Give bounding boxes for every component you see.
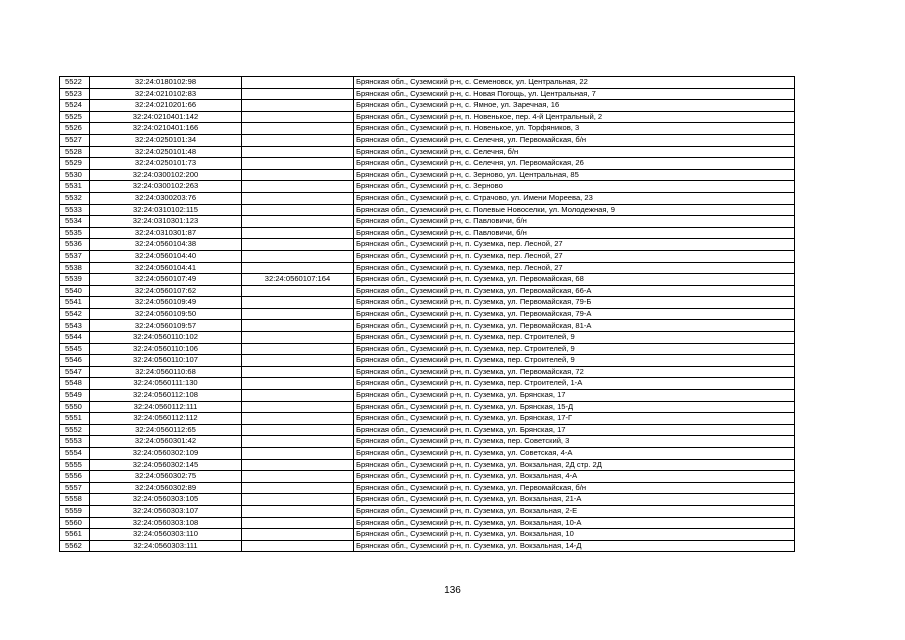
cadastral-number-cell: 32:24:0560104:41: [90, 262, 242, 274]
previous-cadastral-number-cell: [242, 285, 354, 297]
address-cell: Брянская обл., Суземский р-н, п. Суземка, пер. Строителей, 9: [354, 332, 795, 344]
cadastral-number-cell: 32:24:0560107:62: [90, 285, 242, 297]
row-number-cell: 5526: [60, 123, 90, 135]
address-cell: Брянская обл., Суземский р-н, п. Суземка, пер. Строителей, 1-А: [354, 378, 795, 390]
row-number-cell: 5554: [60, 448, 90, 460]
row-number-cell: 5552: [60, 424, 90, 436]
cadastral-number-cell: 32:24:0560110:68: [90, 366, 242, 378]
address-cell: Брянская обл., Суземский р-н, с. Страчово, ул. Имени Мореева, 23: [354, 192, 795, 204]
address-cell: Брянская обл., Суземский р-н, п. Суземка, ул. Первомайская, 79-Б: [354, 297, 795, 309]
address-cell: Брянская обл., Суземский р-н, с. Павловичи, б/н: [354, 216, 795, 228]
row-number-cell: 5535: [60, 227, 90, 239]
previous-cadastral-number-cell: [242, 401, 354, 413]
table-row: [60, 192, 795, 204]
row-number-cell: 5537: [60, 250, 90, 262]
previous-cadastral-number-cell: [242, 250, 354, 262]
previous-cadastral-number-cell: [242, 158, 354, 170]
previous-cadastral-number-cell: [242, 343, 354, 355]
previous-cadastral-number-cell: [242, 308, 354, 320]
previous-cadastral-number-cell: [242, 262, 354, 274]
cadastral-number-cell: 32:24:0560110:106: [90, 343, 242, 355]
cadastral-number-cell: 32:24:0560303:110: [90, 529, 242, 541]
cadastral-number-cell: 32:24:0300102:200: [90, 169, 242, 181]
row-number-cell: 5550: [60, 401, 90, 413]
table-row: [60, 285, 795, 297]
row-number-cell: 5544: [60, 332, 90, 344]
cadastral-number-cell: 32:24:0560111:130: [90, 378, 242, 390]
previous-cadastral-number-cell: [242, 436, 354, 448]
table-row: [60, 227, 795, 239]
table-row: [60, 448, 795, 460]
address-cell: Брянская обл., Суземский р-н, с. Зерново, ул. Центральная, 85: [354, 169, 795, 181]
previous-cadastral-number-cell: [242, 77, 354, 89]
table-row: [60, 134, 795, 146]
previous-cadastral-number-cell: [242, 88, 354, 100]
previous-cadastral-number-cell: [242, 378, 354, 390]
table-row: [60, 250, 795, 262]
row-number-cell: 5549: [60, 390, 90, 402]
address-cell: Брянская обл., Суземский р-н, с. Новая Погощь, ул. Центральная, 7: [354, 88, 795, 100]
row-number-cell: 5555: [60, 459, 90, 471]
table-row: [60, 320, 795, 332]
table-row: [60, 505, 795, 517]
cadastral-number-cell: 32:24:0300203:76: [90, 192, 242, 204]
address-cell: Брянская обл., Суземский р-н, с. Павловичи, б/н: [354, 227, 795, 239]
row-number-cell: 5536: [60, 239, 90, 251]
address-cell: Брянская обл., Суземский р-н, п. Новенькое, ул. Торфяников, 3: [354, 123, 795, 135]
row-number-cell: 5529: [60, 158, 90, 170]
previous-cadastral-number-cell: [242, 413, 354, 425]
row-number-cell: 5522: [60, 77, 90, 89]
address-cell: Брянская обл., Суземский р-н, п. Суземка, ул. Вокзальная, 10: [354, 529, 795, 541]
previous-cadastral-number-cell: [242, 239, 354, 251]
cadastral-number-cell: 32:24:0210102:83: [90, 88, 242, 100]
previous-cadastral-number-cell: [242, 123, 354, 135]
cadastral-number-cell: 32:24:0560112:111: [90, 401, 242, 413]
cadastral-number-cell: 32:24:0310301:123: [90, 216, 242, 228]
row-number-cell: 5559: [60, 505, 90, 517]
row-number-cell: 5538: [60, 262, 90, 274]
table-row: [60, 158, 795, 170]
table-row: [60, 308, 795, 320]
table-row: [60, 459, 795, 471]
cadastral-number-cell: 32:24:0210401:166: [90, 123, 242, 135]
address-cell: Брянская обл., Суземский р-н, п. Суземка, ул. Вокзальная, 2Д стр. 2Д: [354, 459, 795, 471]
cadastral-number-cell: 32:24:0560104:38: [90, 239, 242, 251]
previous-cadastral-number-cell: [242, 459, 354, 471]
cadastral-number-cell: 32:24:0560107:49: [90, 274, 242, 286]
previous-cadastral-number-cell: [242, 355, 354, 367]
row-number-cell: 5532: [60, 192, 90, 204]
cadastral-number-cell: 32:24:0560302:75: [90, 471, 242, 483]
previous-cadastral-number-cell: [242, 482, 354, 494]
table-row: [60, 77, 795, 89]
cadastral-number-cell: 32:24:0560109:50: [90, 308, 242, 320]
table-row: [60, 540, 795, 552]
previous-cadastral-number-cell: [242, 448, 354, 460]
table-row: [60, 239, 795, 251]
row-number-cell: 5531: [60, 181, 90, 193]
table-row: [60, 181, 795, 193]
cadastral-number-cell: 32:24:0560303:107: [90, 505, 242, 517]
previous-cadastral-number-cell: [242, 540, 354, 552]
table-row: [60, 494, 795, 506]
cadastral-number-cell: 32:24:0560110:102: [90, 332, 242, 344]
address-cell: Брянская обл., Суземский р-н, п. Суземка, ул. Брянская, 17: [354, 390, 795, 402]
address-cell: Брянская обл., Суземский р-н, с. Полевые Новоселки, ул. Молодежная, 9: [354, 204, 795, 216]
row-number-cell: 5558: [60, 494, 90, 506]
cadastral-number-cell: 32:24:0560109:49: [90, 297, 242, 309]
row-number-cell: 5556: [60, 471, 90, 483]
row-number-cell: 5530: [60, 169, 90, 181]
previous-cadastral-number-cell: [242, 181, 354, 193]
address-cell: Брянская обл., Суземский р-н, п. Суземка, пер. Строителей, 9: [354, 355, 795, 367]
address-cell: Брянская обл., Суземский р-н, с. Зерново: [354, 181, 795, 193]
cadastral-number-cell: 32:24:0560303:105: [90, 494, 242, 506]
table-row: [60, 297, 795, 309]
table-row: [60, 378, 795, 390]
address-cell: Брянская обл., Суземский р-н, п. Суземка, ул. Первомайская, 79-А: [354, 308, 795, 320]
cadastral-number-cell: 32:24:0560112:65: [90, 424, 242, 436]
row-number-cell: 5560: [60, 517, 90, 529]
table-row: [60, 274, 795, 286]
table-row: [60, 146, 795, 158]
previous-cadastral-number-cell: [242, 204, 354, 216]
address-cell: Брянская обл., Суземский р-н, п. Суземка, пер. Лесной, 27: [354, 250, 795, 262]
row-number-cell: 5545: [60, 343, 90, 355]
table-row: [60, 204, 795, 216]
cadastral-number-cell: 32:24:0560112:108: [90, 390, 242, 402]
cadastral-number-cell: 32:24:0210201:66: [90, 100, 242, 112]
address-cell: Брянская обл., Суземский р-н, п. Суземка, ул. Вокзальная, 10-А: [354, 517, 795, 529]
address-cell: Брянская обл., Суземский р-н, п. Суземка, ул. Вокзальная, 21-А: [354, 494, 795, 506]
address-cell: Брянская обл., Суземский р-н, с. Селечня, ул. Первомайская, б/н: [354, 134, 795, 146]
cadastral-number-cell: 32:24:0560302:89: [90, 482, 242, 494]
previous-cadastral-number-cell: [242, 111, 354, 123]
previous-cadastral-number-cell: [242, 390, 354, 402]
table-row: [60, 413, 795, 425]
row-number-cell: 5539: [60, 274, 90, 286]
row-number-cell: 5523: [60, 88, 90, 100]
cadastral-number-cell: 32:24:0560110:107: [90, 355, 242, 367]
previous-cadastral-number-cell: [242, 320, 354, 332]
address-cell: Брянская обл., Суземский р-н, п. Суземка, ул. Первомайская, 66-А: [354, 285, 795, 297]
cadastral-number-cell: 32:24:0300102:263: [90, 181, 242, 193]
address-cell: Брянская обл., Суземский р-н, с. Селечня, б/н: [354, 146, 795, 158]
cadastral-number-cell: 32:24:0180102:98: [90, 77, 242, 89]
previous-cadastral-number-cell: [242, 505, 354, 517]
address-cell: Брянская обл., Суземский р-н, п. Суземка, пер. Лесной, 27: [354, 262, 795, 274]
address-cell: Брянская обл., Суземский р-н, с. Ямное, ул. Заречная, 16: [354, 100, 795, 112]
address-cell: Брянская обл., Суземский р-н, п. Суземка, ул. Вокзальная, 4-А: [354, 471, 795, 483]
row-number-cell: 5541: [60, 297, 90, 309]
table-row: [60, 424, 795, 436]
row-number-cell: 5547: [60, 366, 90, 378]
cadastral-number-cell: 32:24:0560109:57: [90, 320, 242, 332]
address-cell: Брянская обл., Суземский р-н, п. Суземка, ул. Брянская, 17-Г: [354, 413, 795, 425]
address-cell: Брянская обл., Суземский р-н, п. Суземка, пер. Лесной, 27: [354, 239, 795, 251]
address-cell: Брянская обл., Суземский р-н, п. Суземка, пер. Строителей, 9: [354, 343, 795, 355]
cadastral-number-cell: 32:24:0250101:34: [90, 134, 242, 146]
address-cell: Брянская обл., Суземский р-н, п. Суземка, ул. Первомайская, 68: [354, 274, 795, 286]
cadastral-number-cell: 32:24:0250101:48: [90, 146, 242, 158]
previous-cadastral-number-cell: [242, 297, 354, 309]
table-row: [60, 169, 795, 181]
address-cell: Брянская обл., Суземский р-н, п. Новенькое, пер. 4-й Центральный, 2: [354, 111, 795, 123]
previous-cadastral-number-cell: [242, 146, 354, 158]
table-row: [60, 436, 795, 448]
cadastral-number-cell: 32:24:0250101:73: [90, 158, 242, 170]
previous-cadastral-number-cell: [242, 366, 354, 378]
table-row: [60, 471, 795, 483]
row-number-cell: 5525: [60, 111, 90, 123]
row-number-cell: 5534: [60, 216, 90, 228]
row-number-cell: 5548: [60, 378, 90, 390]
row-number-cell: 5528: [60, 146, 90, 158]
table-row: [60, 343, 795, 355]
address-cell: Брянская обл., Суземский р-н, п. Суземка, ул. Первомайская, б/н: [354, 482, 795, 494]
cadastral-number-cell: 32:24:0560302:145: [90, 459, 242, 471]
address-cell: Брянская обл., Суземский р-н, п. Суземка, ул. Советская, 4-А: [354, 448, 795, 460]
cadastral-number-cell: 32:24:0560104:40: [90, 250, 242, 262]
table-row: [60, 355, 795, 367]
row-number-cell: 5557: [60, 482, 90, 494]
registry-table: [59, 76, 795, 552]
previous-cadastral-number-cell: [242, 424, 354, 436]
table-row: [60, 111, 795, 123]
previous-cadastral-number-cell: [242, 100, 354, 112]
row-number-cell: 5540: [60, 285, 90, 297]
table-row: [60, 366, 795, 378]
previous-cadastral-number-cell: [242, 169, 354, 181]
row-number-cell: 5542: [60, 308, 90, 320]
address-cell: Брянская обл., Суземский р-н, п. Суземка, ул. Брянская, 17: [354, 424, 795, 436]
row-number-cell: 5533: [60, 204, 90, 216]
address-cell: Брянская обл., Суземский р-н, п. Суземка, пер. Советский, 3: [354, 436, 795, 448]
cadastral-number-cell: 32:24:0310301:87: [90, 227, 242, 239]
previous-cadastral-number-cell: [242, 332, 354, 344]
row-number-cell: 5562: [60, 540, 90, 552]
address-cell: Брянская обл., Суземский р-н, п. Суземка, ул. Вокзальная, 14-Д: [354, 540, 795, 552]
cadastral-number-cell: 32:24:0560301:42: [90, 436, 242, 448]
row-number-cell: 5551: [60, 413, 90, 425]
row-number-cell: 5553: [60, 436, 90, 448]
previous-cadastral-number-cell: [242, 471, 354, 483]
table-row: [60, 262, 795, 274]
table-row: [60, 123, 795, 135]
previous-cadastral-number-cell: [242, 529, 354, 541]
address-cell: Брянская обл., Суземский р-н, с. Семеновск, ул. Центральная, 22: [354, 77, 795, 89]
previous-cadastral-number-cell: [242, 494, 354, 506]
table-row: [60, 216, 795, 228]
cadastral-number-cell: 32:24:0560303:111: [90, 540, 242, 552]
previous-cadastral-number-cell: [242, 227, 354, 239]
cadastral-number-cell: 32:24:0560112:112: [90, 413, 242, 425]
row-number-cell: 5543: [60, 320, 90, 332]
previous-cadastral-number-cell: [242, 517, 354, 529]
cadastral-number-cell: 32:24:0560302:109: [90, 448, 242, 460]
row-number-cell: 5527: [60, 134, 90, 146]
address-cell: Брянская обл., Суземский р-н, с. Селечня, ул. Первомайская, 26: [354, 158, 795, 170]
table-row: [60, 100, 795, 112]
table-row: [60, 517, 795, 529]
table-row: [60, 529, 795, 541]
row-number-cell: 5524: [60, 100, 90, 112]
previous-cadastral-number-cell: 32:24:0560107:164: [242, 274, 354, 286]
previous-cadastral-number-cell: [242, 134, 354, 146]
previous-cadastral-number-cell: [242, 216, 354, 228]
address-cell: Брянская обл., Суземский р-н, п. Суземка, ул. Первомайская, 81-А: [354, 320, 795, 332]
page-number: 136: [444, 585, 461, 596]
previous-cadastral-number-cell: [242, 192, 354, 204]
row-number-cell: 5546: [60, 355, 90, 367]
table-row: [60, 390, 795, 402]
registry-table-body: [60, 77, 795, 552]
table-row: [60, 401, 795, 413]
address-cell: Брянская обл., Суземский р-н, п. Суземка, ул. Вокзальная, 2-Е: [354, 505, 795, 517]
address-cell: Брянская обл., Суземский р-н, п. Суземка, ул. Первомайская, 72: [354, 366, 795, 378]
row-number-cell: 5561: [60, 529, 90, 541]
cadastral-number-cell: 32:24:0210401:142: [90, 111, 242, 123]
cadastral-number-cell: 32:24:0560303:108: [90, 517, 242, 529]
address-cell: Брянская обл., Суземский р-н, п. Суземка, ул. Брянская, 15-Д: [354, 401, 795, 413]
table-row: [60, 482, 795, 494]
table-row: [60, 88, 795, 100]
cadastral-number-cell: 32:24:0310102:115: [90, 204, 242, 216]
table-row: [60, 332, 795, 344]
